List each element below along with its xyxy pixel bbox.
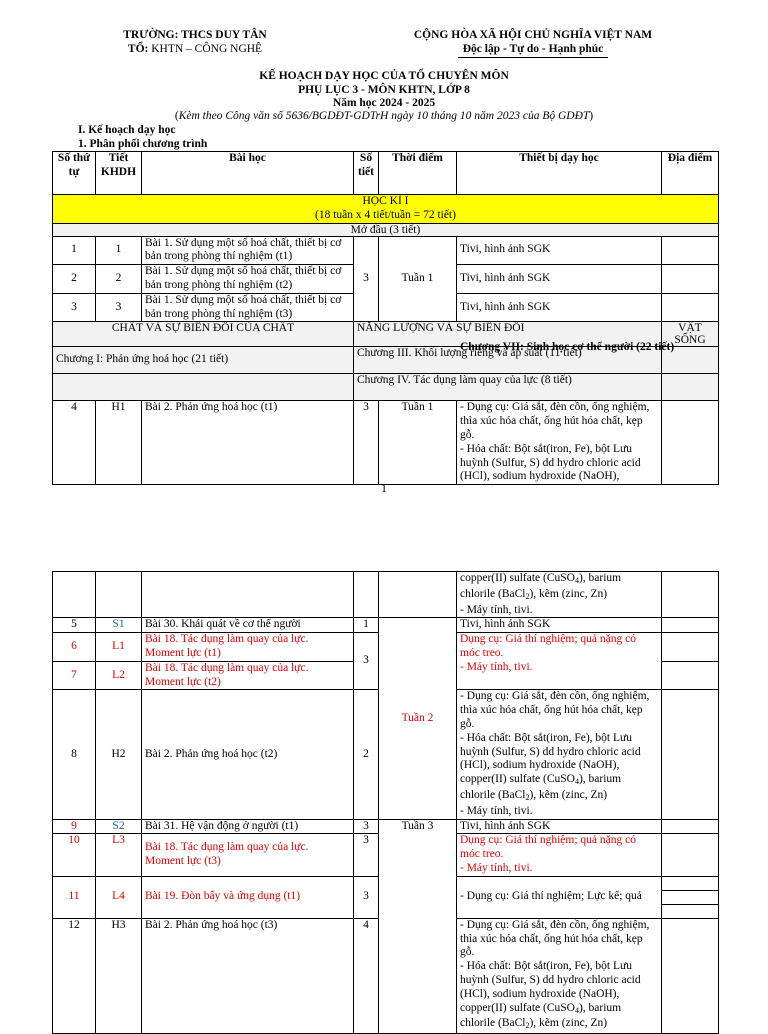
subscript: 4 <box>574 576 579 585</box>
row-thiet-bi: Tivi, hình ảnh SGK <box>457 293 662 322</box>
row-thiet-bi: Tivi, hình ảnh SGK <box>457 236 662 265</box>
equipment-computer: - Máy tính, tivi. <box>460 660 533 673</box>
cell-divider <box>662 877 718 891</box>
subscript: 2 <box>525 1021 530 1031</box>
plan-table-page1 <box>52 151 719 485</box>
row-so-tiet: 3 <box>354 236 379 322</box>
row-tiet: H1 <box>96 401 142 485</box>
row-bai-hoc: Bài 1. Sử dụng một số hoá chất, thiết bị cơ bản trong phòng thí nghiệm (t2) <box>142 265 354 294</box>
row-tiet: S2 <box>96 819 142 834</box>
row-so-tiet: 3 <box>354 876 379 918</box>
table-row <box>53 401 719 485</box>
row-stt: 11 <box>53 876 96 918</box>
group-label: TỔ: <box>127 43 149 55</box>
text-fragment: ), barium chlorile (BaCl <box>460 1001 622 1030</box>
subscript: 4 <box>574 777 579 787</box>
subscript: 2 <box>525 792 530 802</box>
equipment-tools: - Dụng cụ: Giá sắt, đèn cồn, ống nghiệm, thìa xúc hóa chất, ống hút hóa chất, kẹp gỗ. <box>460 918 650 959</box>
equipment-tools: - Dụng cụ: Giá sắt, đèn cồn, ống nghiệm, thìa xúc hóa chất, ống hút hóa chất, kẹp gỗ. <box>460 690 650 730</box>
semester-cell <box>53 195 719 224</box>
section-distribution: 1. Phân phối chương trình <box>78 138 208 150</box>
text-fragment: - Hóa chất: Bột sắt(iron, Fe), bột Lưu huỳnh (Sulfur, S) dd hydro chloric acid (HCl), sodium hydroxide (NaOH), copper(II) sulfate (CuSO <box>460 731 641 786</box>
row-tiet: L3 <box>96 834 142 876</box>
cell-divider <box>662 891 718 905</box>
doc-subtitle: PHỤ LỤC 3 - MÔN KHTN, LỚP 8 <box>298 84 470 96</box>
row-thoi-diem: Tuần 3 <box>379 819 457 1034</box>
text-fragment: - Hóa chất: Bột sắt(iron, Fe), bột Lưu huỳnh (Sulfur, S) dd hydro chloric acid (HCl), sodium hydroxide (NaOH), copper(II) sulfate (CuSO <box>460 960 641 1014</box>
row-so-tiet: 3 <box>354 633 379 690</box>
row-thoi-diem <box>379 572 457 618</box>
row-dia-diem <box>662 618 719 633</box>
row-dia-diem <box>662 690 719 819</box>
equipment-computer: - Máy tính, tivi. <box>460 861 533 874</box>
row-thiet-bi: - Dụng cụ: Giá thí nghiệm; Lực kế; quả <box>457 876 662 918</box>
text-fragment: ), kẽm (zinc, Zn) <box>529 788 608 801</box>
row-thiet-bi <box>457 401 662 485</box>
strand-chem: CHẤT VÀ SỰ BIẾN ĐỔI CỦA CHẤT <box>53 322 354 347</box>
col-dia-diem: Địa điểm <box>662 152 719 195</box>
strand-energy: NĂNG LƯỢNG VÀ SỰ BIẾN ĐỔI <box>354 322 662 347</box>
country-name: CỘNG HÒA XÃ HỘI CHỦ NGHĨA VIỆT NAM <box>413 29 653 41</box>
row-tiet: S1 <box>96 618 142 633</box>
semester-row <box>53 195 719 224</box>
row-so-tiet: 3 <box>354 401 379 485</box>
text-fragment: copper(II) sulfate (CuSO <box>460 572 575 584</box>
equipment-tools: Dụng cụ: Giá thí nghiệm; quả nặng có móc treo. <box>460 633 636 659</box>
row-stt: 10 <box>53 834 96 876</box>
row-thiet-bi <box>457 834 662 876</box>
col-stt: Số thứ tự <box>53 152 96 195</box>
row-so-tiet <box>354 572 379 618</box>
row-tiet: L1 <box>96 633 142 662</box>
row-thiet-bi <box>457 633 662 690</box>
intro-heading-row <box>53 223 719 236</box>
row-tiet: H3 <box>96 918 142 1033</box>
chapter-4: Chương IV. Tác dụng làm quay của lực (8 tiết) <box>354 374 662 401</box>
row-so-tiet: 3 <box>354 834 379 876</box>
row-stt: 6 <box>53 633 96 662</box>
chapter-7-label: Chương VII: Sinh học cơ thể người (22 tiết) <box>460 341 675 353</box>
col-bai-hoc: Bài học <box>142 152 354 195</box>
national-motto: Độc lập - Tự do - Hạnh phúc <box>462 43 604 55</box>
semester-title: HỌC KÌ I <box>362 195 409 207</box>
text-fragment: ), barium chlorile (BaCl <box>460 773 622 801</box>
row-tiet: 2 <box>96 265 142 294</box>
row-thoi-diem: Tuần 2 <box>379 618 457 819</box>
page-number: 1 <box>381 483 387 495</box>
row-thiet-bi <box>457 918 662 1033</box>
row-so-tiet: 4 <box>354 918 379 1033</box>
row-bai-hoc: Bài 19. Đòn bẩy và ứng dụng (t1) <box>142 876 354 918</box>
row-tiet: L4 <box>96 876 142 918</box>
school-name: TRƯỜNG: THCS DUY TÂN <box>123 29 267 41</box>
row-stt: 12 <box>53 918 96 1033</box>
row-thiet-bi: Tivi, hình ảnh SGK <box>457 618 662 633</box>
row-dia-diem <box>662 401 719 485</box>
row-thiet-bi: Tivi, hình ảnh SGK <box>457 819 662 834</box>
row-so-tiet: 3 <box>354 819 379 834</box>
row-dia-diem <box>662 819 719 834</box>
table-row <box>53 236 719 265</box>
row-bai-hoc: Bài 2. Phản ứng hoá học (t2) <box>142 690 354 819</box>
chapter-1: Chương I: Phản ứng hoá học (21 tiết) <box>53 347 354 374</box>
row-bai-hoc: Bài 1. Sử dụng một số hoá chất, thiết bị cơ bản trong phòng thí nghiệm (t3) <box>142 293 354 322</box>
table-header-row <box>53 152 719 195</box>
row-tiet: H2 <box>96 690 142 819</box>
row-bai-hoc: Bài 18. Tác dụng làm quay của lực. Moment lực (t2) <box>142 661 354 690</box>
plan-table-page2 <box>52 571 719 1034</box>
row-dia-diem <box>662 236 719 265</box>
chapter-empty-2 <box>662 374 719 401</box>
row-bai-hoc <box>142 572 354 618</box>
row-bai-hoc: Bài 30. Khái quát về cơ thể người <box>142 618 354 633</box>
section-plan: I. Kế hoạch dạy học <box>78 124 176 136</box>
row-stt: 2 <box>53 265 96 294</box>
row-dia-diem <box>662 876 719 918</box>
row-tiet <box>96 572 142 618</box>
equipment-chemicals <box>460 960 658 1033</box>
table-row-continued <box>53 572 719 618</box>
text-fragment: ), barium chlorile (BaCl <box>460 572 622 600</box>
intro-heading: Mở đầu (3 tiết) <box>53 223 719 236</box>
doc-title: KẾ HOẠCH DẠY HỌC CỦA TỔ CHUYÊN MÔN <box>259 70 509 82</box>
row-thoi-diem: Tuần 1 <box>379 236 457 322</box>
equipment-computer: - Máy tính, tivi. <box>460 804 533 817</box>
col-thoi-diem: Thời điểm <box>379 152 457 195</box>
equipment-chemicals <box>460 732 658 805</box>
col-thiet-bi: Thiết bị dạy học <box>457 152 662 195</box>
school-year: Năm học 2024 - 2025 <box>332 97 436 109</box>
doc-note <box>0 109 768 123</box>
group-name: KHTN – CÔNG NGHỆ <box>151 43 263 55</box>
row-dia-diem <box>662 661 719 690</box>
row-thiet-bi <box>457 690 662 819</box>
text-fragment: ), kẽm (zinc, Zn) <box>529 1017 608 1030</box>
subscript: 2 <box>525 591 530 601</box>
row-stt <box>53 572 96 618</box>
row-stt: 3 <box>53 293 96 322</box>
semester-subtitle: (18 tuần x 4 tiết/tuần = 72 tiết) <box>315 208 456 221</box>
row-stt: 4 <box>53 401 96 485</box>
row-bai-hoc: Bài 18. Tác dụng làm quay của lực. Moment lực (t3) <box>142 834 354 876</box>
row-stt: 9 <box>53 819 96 834</box>
equipment-chemicals: - Hóa chất: Bột sắt(iron, Fe), bột Lưu huỳnh (Sulfur, S) dd hydro chloric acid (HCl), sodium hydroxide (NaOH), <box>460 442 641 483</box>
row-thoi-diem: Tuần 1 <box>379 401 457 485</box>
row-tiet: 3 <box>96 293 142 322</box>
note-open: ( <box>174 110 179 122</box>
table-row <box>53 618 719 633</box>
row-stt: 7 <box>53 661 96 690</box>
text-fragment: ), kẽm (zinc, Zn) <box>529 587 608 600</box>
row-thiet-bi <box>457 572 662 618</box>
col-tiet: Tiết KHDH <box>96 152 142 195</box>
equipment-computer: - Máy tính, tivi. <box>460 603 533 616</box>
row-stt: 1 <box>53 236 96 265</box>
row-dia-diem <box>662 572 719 618</box>
row-dia-diem <box>662 293 719 322</box>
row-dia-diem <box>662 633 719 662</box>
row-bai-hoc: Bài 2. Phản ứng hoá học (t3) <box>142 918 354 1033</box>
equipment-tools: Dụng cụ: Giá thí nghiệm; quả nặng có móc treo. <box>460 834 636 861</box>
equipment-chemicals-cont <box>460 572 658 604</box>
row-bai-hoc: Bài 1. Sử dụng một số hoá chất, thiết bị cơ bản trong phòng thí nghiệm (t1) <box>142 236 354 265</box>
motto-underline <box>458 57 608 58</box>
col-so-tiet: Số tiết <box>354 152 379 195</box>
note-close: ) <box>589 110 594 122</box>
row-bai-hoc: Bài 2. Phản ứng hoá học (t1) <box>142 401 354 485</box>
row-so-tiet: 2 <box>354 690 379 819</box>
row-tiet: L2 <box>96 661 142 690</box>
subscript: 4 <box>574 1005 579 1015</box>
note-text: Kèm theo Công văn số 5636/BGDĐT-GDTrH ngày 10 tháng 10 năm 2023 của Bộ GDĐT <box>178 110 590 122</box>
row-bai-hoc: Bài 18. Tác dụng làm quay của lực. Moment lực (t1) <box>142 633 354 662</box>
chapter-row-2 <box>53 374 719 401</box>
row-dia-diem <box>662 834 719 876</box>
strand-life-label: VẬT SỐNG <box>674 322 706 347</box>
chapter-3: Chương III. Khối lượng riêng và áp suất (11 tiết) <box>354 347 662 374</box>
row-dia-diem <box>662 265 719 294</box>
group-line <box>100 42 290 56</box>
row-tiet: 1 <box>96 236 142 265</box>
row-bai-hoc: Bài 31. Hệ vận động ở người (t1) <box>142 819 354 834</box>
equipment-tools: - Dụng cụ: Giá sắt, đèn cồn, ống nghiệm, thìa xúc hóa chất, ống hút hóa chất, kẹp gỗ. <box>460 401 650 441</box>
chapter-empty <box>53 374 354 401</box>
table-row <box>53 819 719 834</box>
row-stt: 5 <box>53 618 96 633</box>
row-dia-diem <box>662 918 719 1033</box>
row-so-tiet: 1 <box>354 618 379 633</box>
row-stt: 8 <box>53 690 96 819</box>
row-thiet-bi: Tivi, hình ảnh SGK <box>457 265 662 294</box>
